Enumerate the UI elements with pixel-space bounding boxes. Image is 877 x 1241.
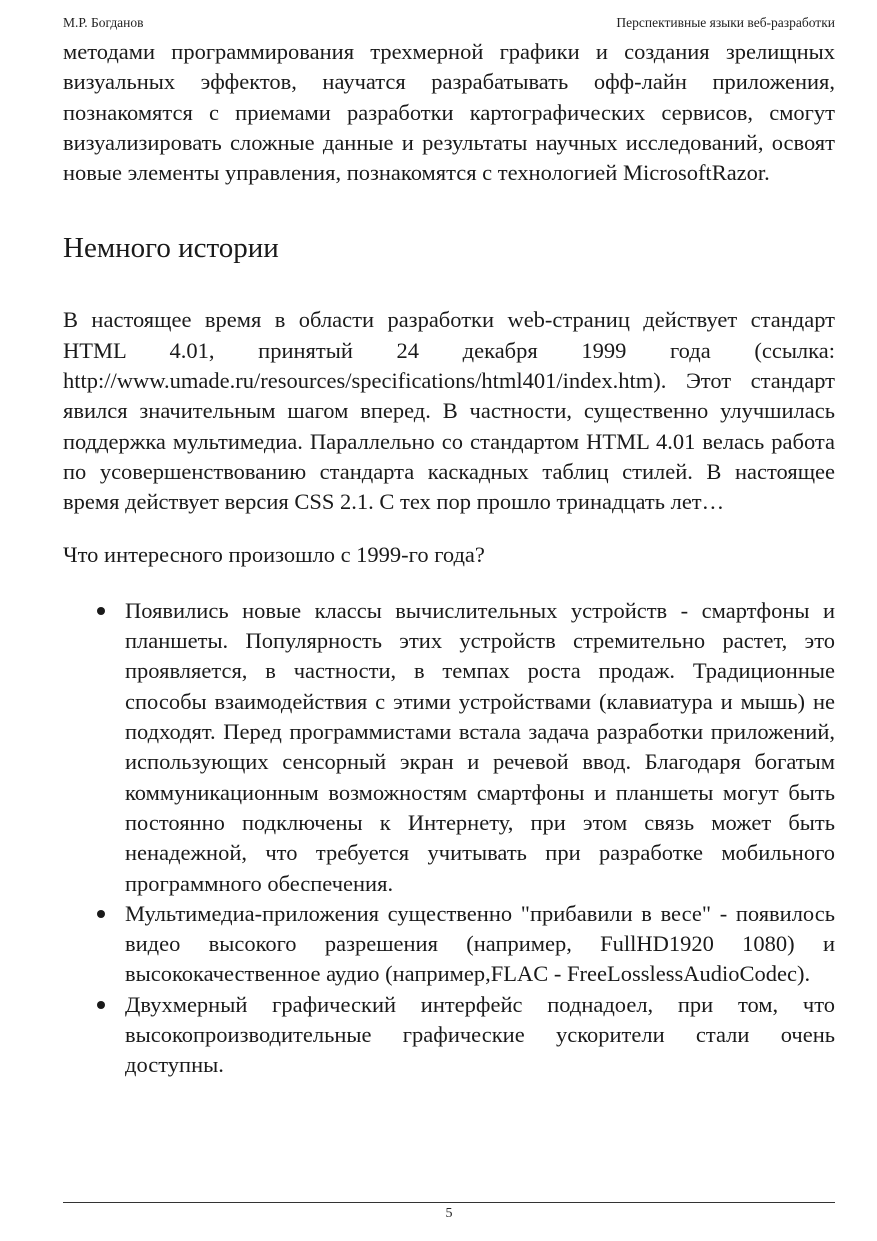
list-item-text: Мультимедиа-приложения существенно "прибавили в весе" - появилось видео высокого разрешения (например, FullHD1920 1080) и высококачественное аудио (например,FLAC - FreeLosslessAudioCodec). <box>125 900 835 987</box>
list-item-text: Двухмерный графический интерфейс поднадоел, при том, что высокопроизводительные графические ускорители стали очень доступны. <box>125 991 835 1078</box>
history-paragraph: В настоящее время в области разработки web-страниц действует стандарт HTML 4.01, принятый 24 декабря 1999 года (ссылка: http://www.umade.ru/resources/specifications/html401/index.htm). Этот стандарт явился значительным шагом вперед. В частности, существенно улучшилась поддержка мультимедиа. Параллельно со стандартом HTML 4.01 велась работа по усовершенствованию стандарта каскадных таблиц стилей. В настоящее время действует версия CSS 2.1. С тех пор прошло тринадцать лет… <box>63 307 835 515</box>
bullet-icon <box>97 1001 105 1009</box>
list-item-text: Появились новые классы вычислительных устройств - смартфоны и планшеты. Популярность этих устройств стремительно растет, это проявляется, в частности, в темпах роста продаж. Традиционные способы взаимодействия с этими устройствами (клавиатура и мышь) не подходят. Перед программистами встала задача разработки приложений, использующих сенсорный экран и речевой ввод. Благодаря богатым коммуникационным возможностям смартфоны и планшеты могут быть постоянно подключены к Интернету, при этом связь может быть ненадежной, что требуется учитывать при разработке мобильного программного обеспечения. <box>125 597 835 896</box>
list-item <box>125 596 835 899</box>
document-page <box>63 0 835 1241</box>
bullet-icon <box>97 910 105 918</box>
page-content <box>63 37 835 1081</box>
question-paragraph: Что интересного произошло с 1999-го года? <box>63 541 485 567</box>
page-header <box>63 15 835 35</box>
intro-paragraph: методами программирования трехмерной графики и создания зрелищных визуальных эффектов, научатся разрабатывать офф-лайн приложения, познакомятся с приемами разработки картографических сервисов, смогут визуализировать сложные данные и результаты научных исследований, освоят новые элементы управления, познакомятся с технологией MicrosoftRazor. <box>63 39 835 186</box>
section-heading: Немного истории <box>63 232 279 265</box>
footer-divider <box>63 1202 835 1203</box>
header-author: М.Р. Богданов <box>63 15 144 30</box>
page-number: 5 <box>445 1206 453 1221</box>
bullet-list <box>63 596 835 1081</box>
header-course-title: Перспективные языки веб-разработки <box>616 15 835 30</box>
list-item <box>125 899 835 990</box>
bullet-icon <box>97 607 105 615</box>
list-item <box>125 990 835 1081</box>
